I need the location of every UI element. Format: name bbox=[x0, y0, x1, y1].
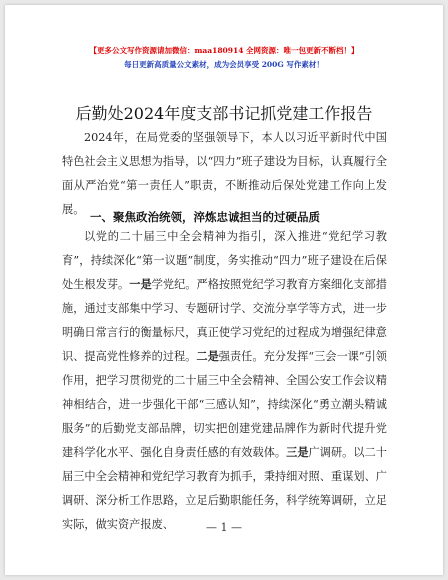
promo-banner-line1: 【更多公文写作资源请加微信：maa180914 全网资源：唯一包更新不断档！】 bbox=[89, 46, 359, 55]
document-title: 后勤处2024年度支部书记抓党建工作报告 bbox=[75, 104, 373, 123]
intro-paragraph: 2024年，在局党委的坚强领导下，本人以习近平新时代中国特色社会主义思想为指导，以“四力”班子建设为目标，认真履行全面从严治党“第一责任人”职责，不断推动后保处党建工作向上发展。 bbox=[62, 131, 387, 216]
section-text-part3: 强责任。充分发挥“三会一课”引领作用，把学习贯彻党的二十届三中全会精神、全国公安工作会议精神相结合，进一步强化干部“三感认知”，持续深化“勇立潮头精诚服务”的后勤党支部品牌，切实把创建党建品牌作为新时代提升党建科学化水平、强化自身责任感的有效载体。 bbox=[62, 350, 387, 459]
promo-banner-line2: 每日更新高质量公文素材，成为会员享受 200G 写作素材！ bbox=[124, 60, 324, 69]
page-number: — 1 — bbox=[206, 521, 242, 534]
section-text-part1: 以党的二十届三中全会精神为指引，深入推进“党纪学习教育”，持续深化“第一议题”制度，务实推动“四力”班子建设在后保处生根发芽。 bbox=[62, 230, 387, 291]
document-page bbox=[5, 5, 443, 575]
point-marker-2: 二是 bbox=[196, 350, 219, 363]
section-paragraph bbox=[62, 225, 387, 537]
section-text-part4: 广调研。以二十届三中全会精神和党纪学习教育为抓手，秉持细对照、重谋划、广调研、深分析工作思路，立足后勤职能任务，科学统筹调研，立足实际，做实资产报废、 bbox=[62, 446, 387, 531]
point-marker-1: 一是 bbox=[129, 278, 152, 291]
point-marker-3: 三是 bbox=[286, 446, 309, 459]
section-heading: 一、聚焦政治统领，淬炼忠诚担当的过硬品质 bbox=[90, 210, 320, 224]
section-text-part2: 学党纪。严格按照党纪学习教育方案细化支部措施，通过支部集中学习、专题研讨学、交流分享学等方式，进一步明确日常言行的衡量标尺，真正使学习党纪的过程成为增强纪律意识、提高党性修养的过程。 bbox=[62, 278, 387, 363]
